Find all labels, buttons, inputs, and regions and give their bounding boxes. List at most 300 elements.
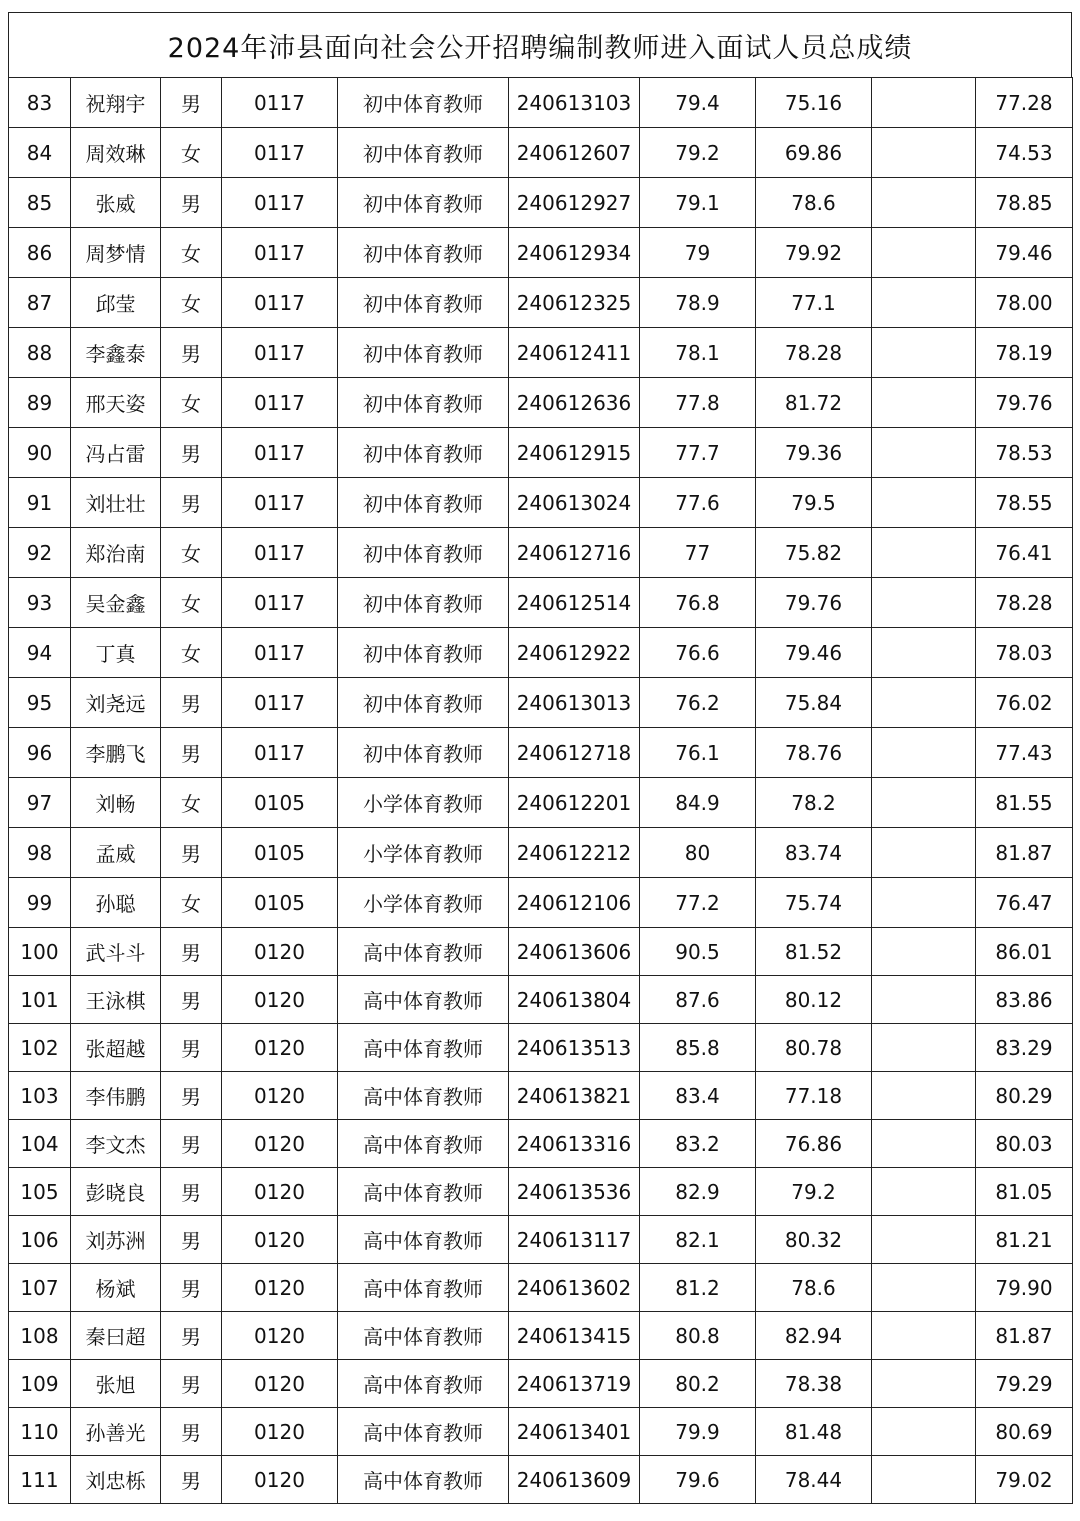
name-cell: 张旭 [71,1360,161,1408]
total-score-cell: 78.19 [976,328,1073,378]
total-score-cell: 76.02 [976,678,1073,728]
serial-number-cell: 93 [9,578,71,628]
table-row [9,278,1073,328]
position-code-cell: 0120 [222,1312,338,1360]
exam-number-cell: 240613401 [509,1408,640,1456]
serial-number-cell: 85 [9,178,71,228]
total-score-cell: 80.03 [976,1120,1073,1168]
total-score-cell: 81.55 [976,778,1073,828]
written-score-cell: 76.1 [640,728,756,778]
total-score-cell: 81.05 [976,1168,1073,1216]
name-cell: 刘忠栎 [71,1456,161,1504]
serial-number-cell: 99 [9,878,71,928]
written-score-cell: 82.9 [640,1168,756,1216]
interview-score-cell: 79.46 [756,628,872,678]
position-name-cell: 初中体育教师 [338,678,509,728]
extra-cell [872,828,976,878]
serial-number-cell: 111 [9,1456,71,1504]
serial-number-cell: 101 [9,976,71,1024]
table-row [9,1216,1073,1264]
position-name-cell: 高中体育教师 [338,1264,509,1312]
exam-number-cell: 240613606 [509,928,640,976]
serial-number-cell: 83 [9,78,71,128]
extra-cell [872,578,976,628]
scores-table-body [9,78,1073,1504]
table-row [9,428,1073,478]
table-row [9,1168,1073,1216]
written-score-cell: 77.2 [640,878,756,928]
position-name-cell: 小学体育教师 [338,828,509,878]
total-score-cell: 81.21 [976,1216,1073,1264]
gender-cell: 男 [161,976,222,1024]
table-row [9,528,1073,578]
scores-table [8,77,1073,1504]
extra-cell [872,228,976,278]
serial-number-cell: 109 [9,1360,71,1408]
written-score-cell: 78.9 [640,278,756,328]
written-score-cell: 83.2 [640,1120,756,1168]
name-cell: 彭晓良 [71,1168,161,1216]
gender-cell: 男 [161,1456,222,1504]
extra-cell [872,328,976,378]
written-score-cell: 84.9 [640,778,756,828]
exam-number-cell: 240612201 [509,778,640,828]
position-code-cell: 0105 [222,778,338,828]
gender-cell: 男 [161,178,222,228]
written-score-cell: 79.2 [640,128,756,178]
position-code-cell: 0120 [222,1408,338,1456]
serial-number-cell: 103 [9,1072,71,1120]
total-score-cell: 79.76 [976,378,1073,428]
position-code-cell: 0117 [222,78,338,128]
position-name-cell: 高中体育教师 [338,1312,509,1360]
total-score-cell: 86.01 [976,928,1073,976]
position-name-cell: 初中体育教师 [338,128,509,178]
written-score-cell: 80.8 [640,1312,756,1360]
position-code-cell: 0117 [222,578,338,628]
total-score-cell: 81.87 [976,1312,1073,1360]
exam-number-cell: 240612915 [509,428,640,478]
written-score-cell: 87.6 [640,976,756,1024]
position-code-cell: 0120 [222,1360,338,1408]
position-code-cell: 0117 [222,128,338,178]
position-name-cell: 高中体育教师 [338,976,509,1024]
position-name-cell: 高中体育教师 [338,1408,509,1456]
extra-cell [872,1024,976,1072]
table-row [9,478,1073,528]
name-cell: 李伟鹏 [71,1072,161,1120]
position-name-cell: 高中体育教师 [338,1360,509,1408]
written-score-cell: 78.1 [640,328,756,378]
interview-score-cell: 78.6 [756,1264,872,1312]
extra-cell [872,976,976,1024]
exam-number-cell: 240612636 [509,378,640,428]
gender-cell: 女 [161,878,222,928]
name-cell: 秦曰超 [71,1312,161,1360]
extra-cell [872,928,976,976]
position-code-cell: 0117 [222,528,338,578]
name-cell: 孙聪 [71,878,161,928]
table-row [9,1312,1073,1360]
position-name-cell: 初中体育教师 [338,478,509,528]
exam-number-cell: 240613117 [509,1216,640,1264]
written-score-cell: 79.9 [640,1408,756,1456]
position-code-cell: 0105 [222,828,338,878]
gender-cell: 女 [161,378,222,428]
name-cell: 周梦情 [71,228,161,278]
exam-number-cell: 240612212 [509,828,640,878]
position-code-cell: 0120 [222,928,338,976]
interview-score-cell: 77.18 [756,1072,872,1120]
table-row [9,828,1073,878]
extra-cell [872,778,976,828]
gender-cell: 男 [161,928,222,976]
exam-number-cell: 240613103 [509,78,640,128]
position-name-cell: 初中体育教师 [338,228,509,278]
written-score-cell: 82.1 [640,1216,756,1264]
position-name-cell: 高中体育教师 [338,1120,509,1168]
exam-number-cell: 240612922 [509,628,640,678]
exam-number-cell: 240613536 [509,1168,640,1216]
written-score-cell: 79.4 [640,78,756,128]
name-cell: 张超越 [71,1024,161,1072]
table-row [9,1120,1073,1168]
written-score-cell: 77 [640,528,756,578]
interview-score-cell: 81.72 [756,378,872,428]
extra-cell [872,528,976,578]
gender-cell: 女 [161,128,222,178]
position-code-cell: 0117 [222,378,338,428]
serial-number-cell: 108 [9,1312,71,1360]
interview-score-cell: 78.2 [756,778,872,828]
gender-cell: 女 [161,578,222,628]
total-score-cell: 83.29 [976,1024,1073,1072]
table-row [9,78,1073,128]
position-name-cell: 高中体育教师 [338,1168,509,1216]
interview-score-cell: 80.78 [756,1024,872,1072]
position-code-cell: 0120 [222,1456,338,1504]
written-score-cell: 81.2 [640,1264,756,1312]
position-code-cell: 0117 [222,178,338,228]
table-row [9,178,1073,228]
total-score-cell: 78.85 [976,178,1073,228]
extra-cell [872,1264,976,1312]
gender-cell: 女 [161,278,222,328]
extra-cell [872,1216,976,1264]
table-row [9,778,1073,828]
position-name-cell: 初中体育教师 [338,628,509,678]
gender-cell: 男 [161,1360,222,1408]
table-row [9,928,1073,976]
name-cell: 丁真 [71,628,161,678]
name-cell: 冯占雷 [71,428,161,478]
serial-number-cell: 92 [9,528,71,578]
gender-cell: 男 [161,1312,222,1360]
gender-cell: 男 [161,1264,222,1312]
extra-cell [872,678,976,728]
table-row [9,728,1073,778]
position-code-cell: 0117 [222,678,338,728]
written-score-cell: 90.5 [640,928,756,976]
serial-number-cell: 95 [9,678,71,728]
extra-cell [872,1360,976,1408]
position-name-cell: 高中体育教师 [338,1024,509,1072]
extra-cell [872,178,976,228]
name-cell: 刘畅 [71,778,161,828]
extra-cell [872,428,976,478]
position-code-cell: 0120 [222,1264,338,1312]
interview-score-cell: 81.52 [756,928,872,976]
total-score-cell: 78.55 [976,478,1073,528]
name-cell: 吴金鑫 [71,578,161,628]
name-cell: 张威 [71,178,161,228]
written-score-cell: 77.7 [640,428,756,478]
gender-cell: 男 [161,328,222,378]
written-score-cell: 79 [640,228,756,278]
written-score-cell: 76.2 [640,678,756,728]
position-code-cell: 0117 [222,228,338,278]
table-row [9,228,1073,278]
exam-number-cell: 240612716 [509,528,640,578]
total-score-cell: 79.29 [976,1360,1073,1408]
exam-number-cell: 240612934 [509,228,640,278]
table-row [9,578,1073,628]
exam-number-cell: 240612718 [509,728,640,778]
exam-number-cell: 240613513 [509,1024,640,1072]
table-row [9,878,1073,928]
name-cell: 孙善光 [71,1408,161,1456]
position-name-cell: 初中体育教师 [338,278,509,328]
serial-number-cell: 87 [9,278,71,328]
interview-score-cell: 78.44 [756,1456,872,1504]
title-row [8,12,1072,77]
exam-number-cell: 240613316 [509,1120,640,1168]
exam-number-cell: 240613602 [509,1264,640,1312]
serial-number-cell: 97 [9,778,71,828]
name-cell: 王泳棋 [71,976,161,1024]
serial-number-cell: 88 [9,328,71,378]
position-code-cell: 0120 [222,1072,338,1120]
serial-number-cell: 102 [9,1024,71,1072]
total-score-cell: 83.86 [976,976,1073,1024]
table-row [9,1024,1073,1072]
table-row [9,1072,1073,1120]
interview-score-cell: 80.32 [756,1216,872,1264]
serial-number-cell: 94 [9,628,71,678]
interview-score-cell: 80.12 [756,976,872,1024]
name-cell: 周效琳 [71,128,161,178]
gender-cell: 男 [161,478,222,528]
serial-number-cell: 96 [9,728,71,778]
serial-number-cell: 90 [9,428,71,478]
name-cell: 邱莹 [71,278,161,328]
total-score-cell: 78.28 [976,578,1073,628]
gender-cell: 男 [161,1120,222,1168]
interview-score-cell: 81.48 [756,1408,872,1456]
position-code-cell: 0105 [222,878,338,928]
table-row [9,628,1073,678]
written-score-cell: 80 [640,828,756,878]
interview-score-cell: 69.86 [756,128,872,178]
gender-cell: 男 [161,828,222,878]
table-row [9,328,1073,378]
gender-cell: 女 [161,778,222,828]
table-row [9,1264,1073,1312]
exam-number-cell: 240612106 [509,878,640,928]
interview-score-cell: 78.38 [756,1360,872,1408]
position-name-cell: 初中体育教师 [338,428,509,478]
position-name-cell: 高中体育教师 [338,1072,509,1120]
position-name-cell: 高中体育教师 [338,928,509,976]
name-cell: 孟威 [71,828,161,878]
extra-cell [872,1312,976,1360]
exam-number-cell: 240613013 [509,678,640,728]
interview-score-cell: 79.36 [756,428,872,478]
gender-cell: 男 [161,1408,222,1456]
position-name-cell: 初中体育教师 [338,728,509,778]
gender-cell: 男 [161,1216,222,1264]
name-cell: 刘壮壮 [71,478,161,528]
interview-score-cell: 79.92 [756,228,872,278]
position-code-cell: 0117 [222,628,338,678]
interview-score-cell: 82.94 [756,1312,872,1360]
gender-cell: 男 [161,678,222,728]
position-name-cell: 初中体育教师 [338,78,509,128]
total-score-cell: 77.43 [976,728,1073,778]
name-cell: 郑治南 [71,528,161,578]
extra-cell [872,128,976,178]
interview-score-cell: 78.76 [756,728,872,778]
serial-number-cell: 86 [9,228,71,278]
position-code-cell: 0120 [222,1024,338,1072]
position-name-cell: 初中体育教师 [338,178,509,228]
gender-cell: 男 [161,728,222,778]
table-row [9,678,1073,728]
table-row [9,1360,1073,1408]
position-code-cell: 0120 [222,1216,338,1264]
position-code-cell: 0120 [222,1120,338,1168]
extra-cell [872,1072,976,1120]
exam-number-cell: 240613821 [509,1072,640,1120]
exam-number-cell: 240613609 [509,1456,640,1504]
extra-cell [872,1408,976,1456]
interview-score-cell: 83.74 [756,828,872,878]
gender-cell: 男 [161,1024,222,1072]
extra-cell [872,378,976,428]
interview-score-cell: 79.76 [756,578,872,628]
name-cell: 李文杰 [71,1120,161,1168]
position-code-cell: 0120 [222,1168,338,1216]
extra-cell [872,878,976,928]
total-score-cell: 74.53 [976,128,1073,178]
name-cell: 祝翔宇 [71,78,161,128]
name-cell: 杨斌 [71,1264,161,1312]
serial-number-cell: 89 [9,378,71,428]
name-cell: 邢天姿 [71,378,161,428]
position-name-cell: 小学体育教师 [338,778,509,828]
position-code-cell: 0117 [222,728,338,778]
serial-number-cell: 91 [9,478,71,528]
position-name-cell: 初中体育教师 [338,378,509,428]
interview-score-cell: 77.1 [756,278,872,328]
serial-number-cell: 107 [9,1264,71,1312]
written-score-cell: 80.2 [640,1360,756,1408]
extra-cell [872,628,976,678]
position-name-cell: 初中体育教师 [338,528,509,578]
written-score-cell: 79.6 [640,1456,756,1504]
name-cell: 刘尧远 [71,678,161,728]
name-cell: 李鹏飞 [71,728,161,778]
gender-cell: 男 [161,1168,222,1216]
total-score-cell: 79.02 [976,1456,1073,1504]
extra-cell [872,1168,976,1216]
serial-number-cell: 104 [9,1120,71,1168]
written-score-cell: 83.4 [640,1072,756,1120]
total-score-cell: 76.41 [976,528,1073,578]
position-name-cell: 高中体育教师 [338,1216,509,1264]
serial-number-cell: 100 [9,928,71,976]
table-row [9,128,1073,178]
extra-cell [872,1120,976,1168]
position-code-cell: 0120 [222,976,338,1024]
position-code-cell: 0117 [222,328,338,378]
written-score-cell: 77.8 [640,378,756,428]
gender-cell: 女 [161,528,222,578]
total-score-cell: 78.53 [976,428,1073,478]
name-cell: 李鑫泰 [71,328,161,378]
written-score-cell: 76.6 [640,628,756,678]
interview-score-cell: 79.2 [756,1168,872,1216]
gender-cell: 男 [161,428,222,478]
position-name-cell: 高中体育教师 [338,1456,509,1504]
table-row [9,1456,1073,1504]
written-score-cell: 79.1 [640,178,756,228]
extra-cell [872,728,976,778]
interview-score-cell: 75.74 [756,878,872,928]
table-row [9,1408,1073,1456]
serial-number-cell: 106 [9,1216,71,1264]
extra-cell [872,278,976,328]
total-score-cell: 77.28 [976,78,1073,128]
position-code-cell: 0117 [222,278,338,328]
interview-score-cell: 78.6 [756,178,872,228]
exam-number-cell: 240613024 [509,478,640,528]
interview-score-cell: 75.16 [756,78,872,128]
exam-number-cell: 240612325 [509,278,640,328]
serial-number-cell: 84 [9,128,71,178]
total-score-cell: 76.47 [976,878,1073,928]
name-cell: 武斗斗 [71,928,161,976]
total-score-cell: 79.46 [976,228,1073,278]
gender-cell: 女 [161,628,222,678]
written-score-cell: 77.6 [640,478,756,528]
total-score-cell: 80.29 [976,1072,1073,1120]
position-code-cell: 0117 [222,478,338,528]
interview-score-cell: 76.86 [756,1120,872,1168]
interview-score-cell: 75.84 [756,678,872,728]
interview-score-cell: 78.28 [756,328,872,378]
table-row [9,976,1073,1024]
exam-number-cell: 240612927 [509,178,640,228]
page-title: 2024年沛县面向社会公开招聘编制教师进入面试人员总成绩 [167,32,913,64]
position-name-cell: 小学体育教师 [338,878,509,928]
serial-number-cell: 105 [9,1168,71,1216]
total-score-cell: 78.00 [976,278,1073,328]
exam-number-cell: 240613804 [509,976,640,1024]
total-score-cell: 78.03 [976,628,1073,678]
interview-score-cell: 79.5 [756,478,872,528]
total-score-cell: 81.87 [976,828,1073,878]
